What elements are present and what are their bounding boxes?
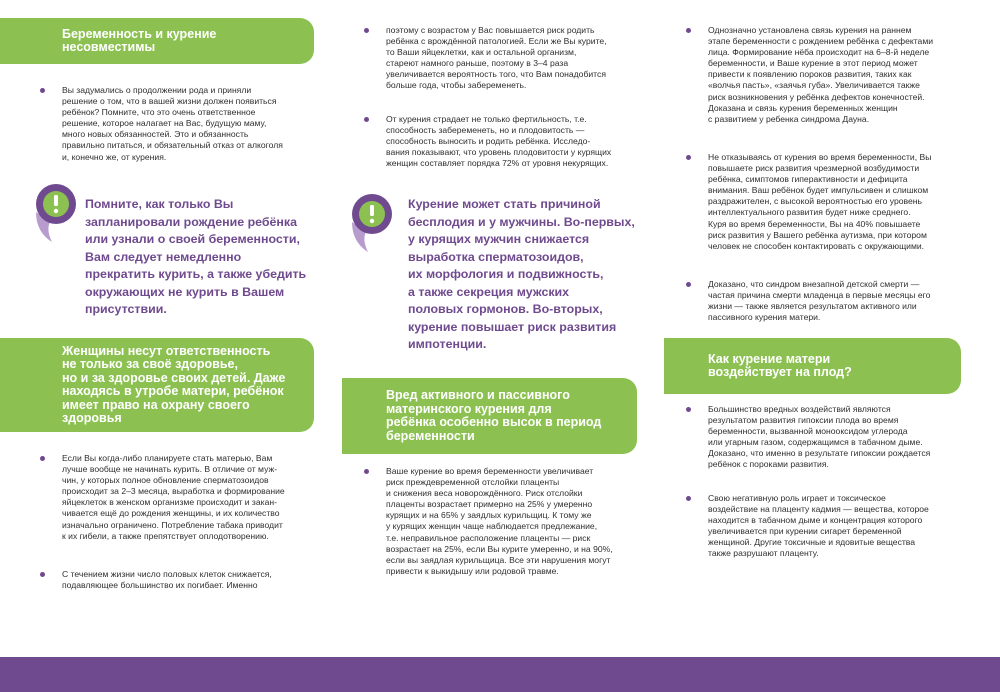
header-line: Вред активного и пассивного: [386, 388, 570, 402]
paragraph-continuation: поэтому с возрастом у Вас повышается риск родить ребёнка с врождённой патологией. Если же Вы курите, то Ваши яйцеклетки, как и остальной организм, стареют намного раньше, поэтому в 3–4 раза увеличивается вероятность того, что Вам понадобится больше года, чтобы забеременеть.: [386, 25, 607, 91]
header-line: беременности: [386, 428, 475, 443]
bullet-paragraph: Вы задумались о продолжении рода и приняли решение о том, что в вашей жизни должен появиться ребёнок? Помните, что это очень ответственное решение, которое налагает на Вас, будущую маму, много новых обязанностей. Это и обязанность правильно питаться, и обязательный отказ от алкоголя и, конечно же, от курения.: [62, 85, 283, 162]
section-header-women-responsibility: [0, 338, 314, 432]
bullet-paragraph: Большинство вредных воздействий являются результатом развития гипоксии плода во время беременности, вызванной монооксидом углерода или угарным газом, содержащимся в табачном дыме. Доказано, что именно в результате гипоксии рождается ребёнок с пороками развития.: [708, 404, 931, 470]
footer-band: [0, 657, 1000, 692]
bullet-paragraph: Не отказываясь от курения во время беременности, Вы повышаете риск развития чрезмерной возбудимости ребёнка, симптомов гиперактивности и дефицита внимания. Ваш ребёнок будет импульсивен и слишком раздражителен, с высокой вероятностью его уровень интеллектуального развития будет ниже среднего. Куря во время беременности, Вы на 40% повышаете риск развития у Вашего ребёнка аутизма, при котором человек не способен контактировать с окружающими.: [708, 152, 932, 251]
header-line: но и за здоровье своих детей. Даже: [62, 370, 286, 385]
bullet-paragraph: От курения страдает не только фертильность, т.е. способность забеременеть, но и плодовитость — способность выносить и родить ребёнка. Исследо- вания показывают, что уровень плодовитости у курящих женщин составляет порядка 72% от уровня некурящих.: [386, 114, 612, 169]
header-line: материнского курения для: [386, 401, 552, 416]
bullet-paragraph: Свою негативную роль играет и токсическое воздействие на плаценту кадмия — вещества, которое находится в табачном дыме и концентрация которого увеличивается при курении сигарет беременной женщиной. Другие токсичные и ядовитые вещества также разрушают плаценту.: [708, 493, 929, 559]
header-line: здоровья: [62, 411, 122, 425]
bullet-paragraph: С течением жизни число половых клеток снижается, подавляющее большинство их погибает. Именно: [62, 569, 272, 591]
bullet-paragraph: Ваше курение во время беременности увеличивает риск преждевременной отслойки плаценты и снижения веса новорождённого. Риск отслойки плаценты возрастает примерно на 25% у умеренно курящих и на 65% у заядлых курильщиц. К тому же у курящих женщин чаще наблюдается предлежание, т.е. неправильное расположение плаценты — риск возрастает на 25%, если Вы курите умеренно, и на 90%, если вы заядлая курильщица. Все эти нарушения могут привести к выкидышу или родовой травме.: [386, 466, 613, 576]
header-line: не только за своё здоровье,: [62, 357, 238, 371]
header-line: Женщины несут ответственность: [62, 343, 271, 358]
section-header-active-passive-smoking: [342, 378, 637, 454]
exclamation-icon: [342, 192, 398, 254]
header-line: Беременность и курение: [62, 26, 217, 41]
header-line: воздействует на плод?: [708, 365, 852, 379]
bullet-paragraph: Доказано, что синдром внезапной детской смерти — частая причина смерти младенца в первые месяцы его жизни — также является результатом активного или пассивного курения матери.: [708, 279, 931, 323]
header-line: несовместимы: [62, 40, 156, 54]
header-line: ребёнка особенно высок в период: [386, 415, 602, 429]
header-line: Как курение матери: [708, 351, 831, 366]
header-line: находясь в утробе матери, ребёнок: [62, 384, 284, 398]
bullet-paragraph: Если Вы когда-либо планируете стать матерью, Вам лучше вообще не начинать курить. В отличие от муж- чин, у которых полное обновление сперматозоидов происходит за 2–3 месяца, выработка и формирование яйцеклеток в женском организме происходит и закан- чивается ещё до рождения женщины, и их количество изначально ограничено. Потребление табака приводит к их гибели, а также препятствует оплодотворению.: [62, 453, 285, 541]
exclamation-icon: [26, 182, 82, 244]
header-line: имеет право на охрану своего: [62, 397, 250, 412]
section-header-pregnancy-smoking: [0, 18, 314, 64]
section-header-fetus-impact: [664, 338, 961, 394]
callout-quote: Помните, как только Вы запланировали рождение ребёнка или узнали о своей беременности, Вам следует немедленно прекратить курить, а также убедить окружающих не курить в Вашем присутствии.: [85, 197, 307, 316]
bullet-paragraph: Однозначно установлена связь курения на раннем этапе беременности с рождением ребёнка с дефектами лица. Формирование нёба происходит на 6–8-й неделе беременности, и Ваше курение в этот период может привести к появлению пороков развития, таких как «волчья пасть», «заячья губа». Увеличивается также риск возникновения у ребёнка дефектов конечностей. Доказана и связь курения беременных женщин с развитием у ребенка синдрома Дауна.: [708, 25, 934, 124]
callout-quote: Курение может стать причиной бесплодия и у мужчины. Во-первых, у курящих мужчин снижается выработка сперматозоидов, их морфология и подвижность, а также секреция мужских половых гормонов. Во-вторых, курение повышает риск развития импотенции.: [408, 197, 635, 351]
